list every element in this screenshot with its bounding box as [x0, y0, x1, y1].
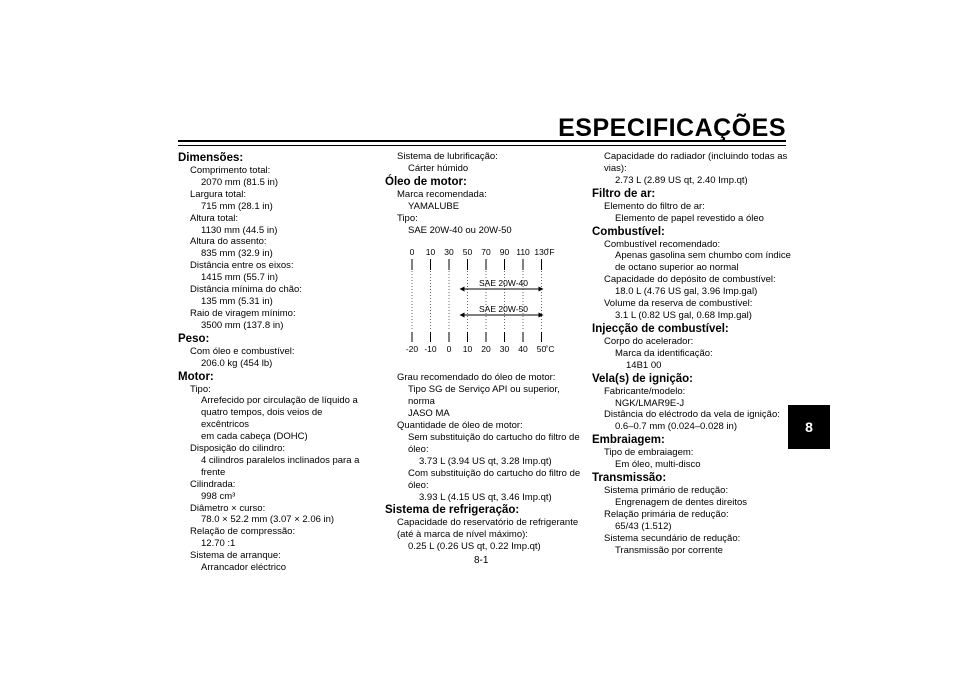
spec-line: 2070 mm (81.5 in) — [201, 176, 279, 188]
spec-line: Capacidade do reservatório de refrigerante — [397, 517, 579, 529]
spec-line: 835 mm (32.9 in) — [201, 248, 273, 260]
spec-line: de octano superior ao normal — [615, 262, 739, 274]
column-3 — [592, 151, 792, 556]
spec-line: Relação de compressão: — [190, 526, 296, 538]
page-title: ESPECIFICAÇÕES — [558, 114, 786, 142]
spec-line: 65/43 (1.512) — [615, 520, 672, 532]
fahrenheit-tick-label: 90 — [499, 247, 510, 258]
spec-line: Altura do assento: — [190, 236, 267, 248]
spec-line: Arrefecido por circulação de líquido a — [201, 395, 358, 407]
spec-line: Distância do eléctrodo da vela de ignição: — [604, 409, 780, 421]
fahrenheit-tick-label: 30 — [444, 247, 454, 258]
page-number: 8-1 — [474, 555, 489, 566]
spec-line: 3.73 L (3.94 US qt, 3.28 Imp.qt) — [419, 455, 552, 467]
section-heading: Combustível: — [592, 225, 665, 238]
section-heading: Peso: — [178, 332, 210, 345]
spec-line: NGK/LMAR9E-J — [615, 397, 685, 409]
spec-line: Sistema de lubrificação: — [397, 151, 498, 162]
column-2 — [385, 151, 585, 553]
arrow-left-icon — [460, 287, 465, 292]
spec-line: 135 mm (5.31 in) — [201, 295, 273, 307]
spec-line: Sistema secundário de redução: — [604, 532, 741, 544]
fahrenheit-tick-label: 10 — [425, 247, 436, 258]
celsius-unit: ˚C — [545, 344, 555, 355]
celsius-tick-label: 50 — [536, 344, 547, 355]
spec-line: 4 cilindros paralelos inclinados para a — [201, 454, 360, 466]
spec-line: Sistema primário de redução: — [604, 485, 729, 497]
spec-line: 206.0 kg (454 lb) — [201, 357, 273, 369]
spec-line: Engrenagem de dentes direitos — [615, 496, 748, 508]
header-rule — [178, 140, 786, 142]
spec-line: 1130 mm (44.5 in) — [201, 224, 278, 236]
spec-line: Arrancador eléctrico — [201, 562, 287, 574]
spec-line: Distância entre os eixos: — [190, 260, 294, 272]
sae-range-label: SAE 20W-40 — [479, 278, 528, 289]
spec-line: em cada cabeça (DOHC) — [201, 431, 308, 443]
spec-line: Sistema de arranque: — [190, 550, 281, 562]
fahrenheit-tick-label: 70 — [481, 247, 491, 258]
spec-line: 3.1 L (0.82 US gal, 0.68 Imp.gal) — [615, 309, 752, 321]
celsius-tick-label: 40 — [518, 344, 528, 355]
spec-line: óleo: — [408, 479, 429, 491]
section-heading: Motor: — [178, 370, 214, 383]
spec-line: 14B1 00 — [626, 359, 662, 371]
spec-line: SAE 20W-40 ou 20W-50 — [408, 224, 512, 236]
fahrenheit-tick-label: 130 — [534, 247, 549, 258]
spec-line: vias): — [604, 162, 627, 174]
spec-line: óleo: — [408, 443, 429, 455]
spec-line: Elemento do filtro de ar: — [604, 200, 705, 212]
celsius-tick-label: 20 — [481, 344, 491, 355]
spec-line: quatro tempos, dois veios de excêntricos — [201, 407, 323, 431]
spec-line: Volume da reserva de combustível: — [604, 298, 753, 310]
section-heading: Dimensões: — [178, 152, 244, 164]
spec-line: Cárter húmido — [408, 162, 469, 174]
celsius-tick-label: -10 — [424, 344, 437, 355]
spec-line: Cilindrada: — [190, 478, 236, 490]
spec-line: 3.93 L (4.15 US qt, 3.46 Imp.qt) — [419, 491, 552, 503]
spec-line: Fabricante/modelo: — [604, 385, 686, 397]
spec-line: 0.25 L (0.26 US qt, 0.22 Imp.qt) — [408, 541, 541, 553]
section-heading: Injecção de combustível: — [592, 322, 729, 335]
column-1 — [178, 151, 368, 574]
spec-line: Tipo SG de Serviço API ou superior, norma — [408, 384, 560, 408]
spec-line: Distância mínima do chão: — [190, 284, 302, 296]
spec-line: Sem substituição do cartucho do filtro de — [408, 431, 580, 443]
fahrenheit-tick-label: 110 — [516, 247, 530, 258]
spec-line: Capacidade do depósito de combustível: — [604, 274, 776, 286]
celsius-tick-label: 10 — [462, 344, 473, 355]
spec-line: Tipo: — [397, 212, 418, 224]
section-heading: Transmissão: — [592, 472, 667, 485]
spec-line: Raio de viragem mínimo: — [190, 307, 296, 319]
spec-line: Capacidade do radiador (incluindo todas as — [604, 151, 788, 162]
spec-line: Comprimento total: — [190, 165, 271, 176]
spec-line: 2.73 L (2.89 US qt, 2.40 Imp.qt) — [615, 174, 748, 186]
spec-line: Elemento de papel revestido a óleo — [615, 212, 764, 224]
spec-line: Grau recomendado do óleo de motor: — [397, 372, 556, 384]
section-heading: Vela(s) de ignição: — [592, 372, 693, 385]
chapter-tab[interactable]: 8 — [788, 405, 830, 449]
spec-line: Quantidade de óleo de motor: — [397, 420, 523, 432]
spec-line: Em óleo, multi-disco — [615, 459, 701, 471]
spec-line: 3500 mm (137.8 in) — [201, 319, 284, 331]
fahrenheit-unit: ˚F — [546, 247, 555, 258]
section-heading: Sistema de refrigeração: — [385, 504, 520, 517]
oil-temperature-chart — [385, 242, 585, 364]
spec-line: YAMALUBE — [408, 200, 460, 212]
spec-line: 18.0 L (4.76 US gal, 3.96 Imp.gal) — [615, 286, 758, 298]
celsius-tick-label: -20 — [405, 344, 419, 355]
arrow-right-icon — [539, 287, 544, 292]
fahrenheit-tick-label: 0 — [409, 247, 415, 258]
spec-line: Combustível recomendado: — [604, 238, 721, 250]
section-heading: Filtro de ar: — [592, 187, 656, 200]
spec-line: Marca da identificação: — [615, 347, 713, 359]
spec-line: Corpo do acelerador: — [604, 335, 694, 347]
celsius-tick-label: 0 — [446, 344, 452, 355]
fahrenheit-tick-label: 50 — [462, 247, 473, 258]
oil-viscosity-chart — [385, 242, 585, 364]
spec-line: 998 cm³ — [201, 490, 236, 502]
spec-line: Largura total: — [190, 188, 246, 200]
spec-line: frente — [201, 466, 226, 478]
spec-line: Tipo: — [190, 383, 211, 395]
spec-line: (até à marca de nível máximo): — [397, 529, 528, 541]
spec-line: 12.70 :1 — [201, 538, 236, 550]
arrow-left-icon — [460, 313, 465, 318]
spec-line: 715 mm (28.1 in) — [201, 200, 273, 212]
spec-line: 0.6–0.7 mm (0.024–0.028 in) — [615, 421, 737, 433]
spec-line: Tipo de embraiagem: — [604, 447, 694, 459]
spec-line: Transmissão por corrente — [615, 544, 723, 556]
spec-line: Com substituição do cartucho do filtro de — [408, 467, 581, 479]
spec-line: 1415 mm (55.7 in) — [201, 272, 279, 284]
spec-line: JASO MA — [408, 408, 450, 420]
spec-line: Apenas gasolina sem chumbo com índice — [615, 250, 791, 262]
sae-range-label: SAE 20W-50 — [479, 304, 528, 315]
arrow-right-icon — [539, 313, 544, 318]
spec-line: Relação primária de redução: — [604, 508, 729, 520]
celsius-tick-label: 30 — [499, 344, 510, 355]
section-heading: Embraiagem: — [592, 434, 665, 447]
section-heading: Óleo de motor: — [385, 175, 467, 188]
spec-line: Disposição do cilindro: — [190, 443, 286, 455]
spec-line: Com óleo e combustível: — [190, 345, 295, 357]
spec-line: Marca recomendada: — [397, 188, 487, 200]
spec-line: Altura total: — [190, 212, 239, 224]
header-rule-thin — [178, 145, 786, 146]
spec-line: Diâmetro × curso: — [190, 502, 266, 514]
spec-line: 78.0 × 52.2 mm (3.07 × 2.06 in) — [201, 514, 335, 526]
